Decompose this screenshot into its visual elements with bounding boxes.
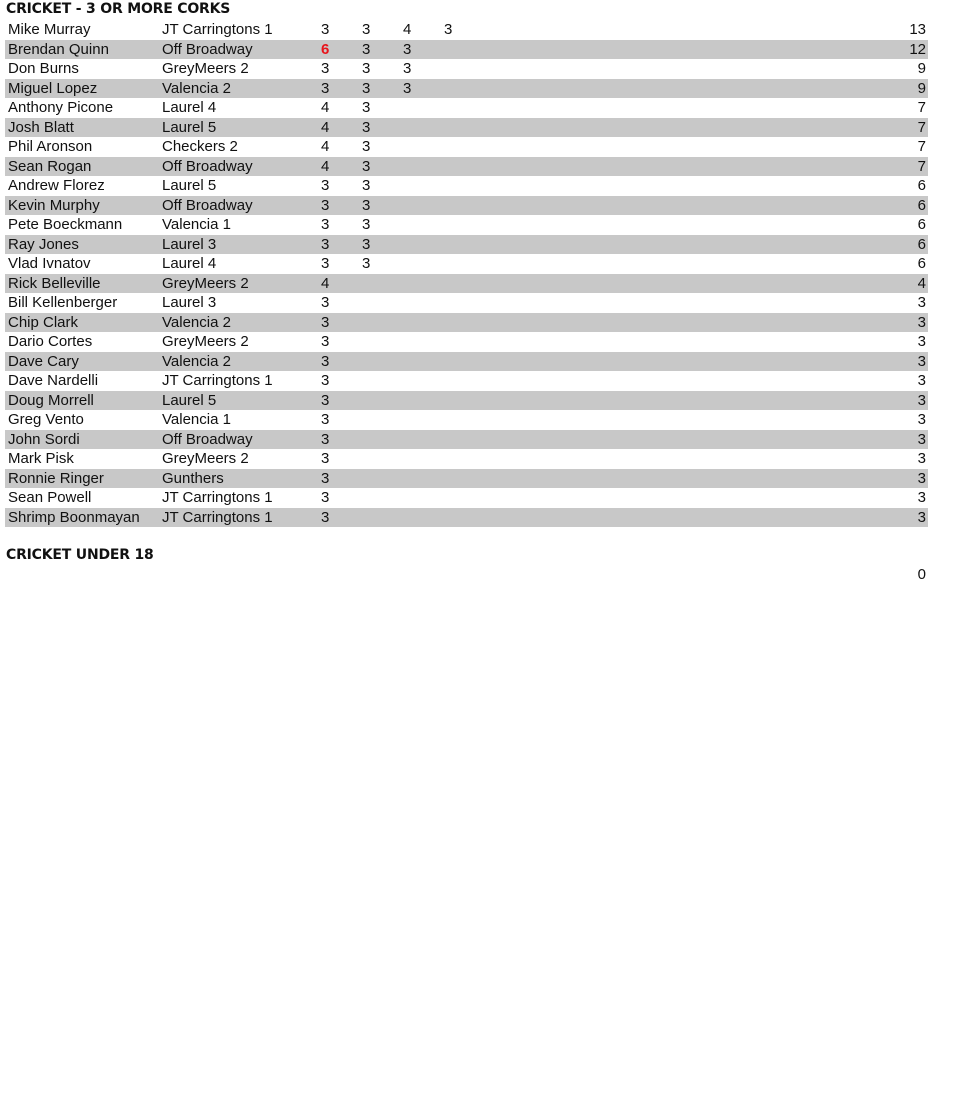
score-cell: 3 bbox=[362, 21, 371, 38]
score-cell: 3 bbox=[362, 177, 371, 194]
team-name: JT Carringtons 1 bbox=[162, 21, 273, 38]
player-name: Ronnie Ringer bbox=[8, 469, 104, 487]
score-cell: 3 bbox=[321, 391, 330, 409]
score-cell: 4 bbox=[321, 118, 330, 136]
score-cell: 3 bbox=[321, 411, 330, 428]
score-cell: 4 bbox=[403, 21, 412, 38]
score-cell: 3 bbox=[321, 21, 330, 38]
score-cell: 3 bbox=[362, 118, 371, 136]
table-row bbox=[5, 59, 928, 79]
table-row bbox=[5, 391, 928, 411]
team-name: Checkers 2 bbox=[162, 138, 238, 155]
team-name: Laurel 4 bbox=[162, 255, 217, 272]
total-cell: 7 bbox=[917, 118, 926, 136]
section-title-cricket-under-18: CRICKET UNDER 18 bbox=[6, 547, 154, 563]
table-row bbox=[5, 157, 928, 177]
score-cell: 3 bbox=[321, 333, 330, 350]
score-cell: 4 bbox=[321, 157, 330, 175]
score-cell: 3 bbox=[321, 489, 330, 506]
table-row bbox=[5, 79, 928, 99]
table-row bbox=[5, 410, 928, 430]
player-name: Andrew Florez bbox=[8, 177, 105, 194]
total-cell: 6 bbox=[917, 196, 926, 214]
player-name: Pete Boeckmann bbox=[8, 216, 123, 233]
score-cell: 3 bbox=[403, 79, 412, 97]
team-name: Off Broadway bbox=[162, 157, 253, 175]
score-cell: 3 bbox=[362, 235, 371, 253]
score-cell: 3 bbox=[321, 450, 330, 467]
team-name: Gunthers bbox=[162, 469, 224, 487]
score-cell: 3 bbox=[362, 138, 371, 155]
team-name: JT Carringtons 1 bbox=[162, 372, 273, 389]
player-name: Mike Murray bbox=[8, 21, 91, 38]
team-name: Valencia 2 bbox=[162, 352, 231, 370]
table-row bbox=[5, 215, 928, 235]
score-cell: 3 bbox=[321, 177, 330, 194]
team-name: Valencia 1 bbox=[162, 216, 231, 233]
player-name: Rick Belleville bbox=[8, 274, 101, 292]
total-cell: 6 bbox=[917, 255, 926, 272]
score-cell: 3 bbox=[362, 99, 371, 116]
team-name: JT Carringtons 1 bbox=[162, 508, 273, 526]
team-name: Off Broadway bbox=[162, 430, 253, 448]
score-cell: 3 bbox=[321, 313, 330, 331]
table-row bbox=[5, 508, 928, 528]
total-cell: 3 bbox=[917, 508, 926, 526]
team-name: Off Broadway bbox=[162, 40, 253, 58]
player-name: Sean Rogan bbox=[8, 157, 92, 175]
score-cell: 3 bbox=[403, 60, 412, 77]
player-name: Greg Vento bbox=[8, 411, 84, 428]
team-name: GreyMeers 2 bbox=[162, 60, 249, 77]
total-cell: 3 bbox=[917, 294, 926, 311]
table-row bbox=[5, 371, 928, 391]
total-cell: 9 bbox=[917, 60, 926, 77]
total-cell: 3 bbox=[917, 489, 926, 506]
player-name: Mark Pisk bbox=[8, 450, 74, 467]
score-cell: 3 bbox=[321, 372, 330, 389]
team-name: Valencia 2 bbox=[162, 313, 231, 331]
team-name: Laurel 5 bbox=[162, 177, 217, 194]
team-name: JT Carringtons 1 bbox=[162, 489, 273, 506]
total-cell: 3 bbox=[917, 333, 926, 350]
table-row bbox=[5, 274, 928, 294]
total-cell: 4 bbox=[917, 274, 926, 292]
player-name: Kevin Murphy bbox=[8, 196, 100, 214]
total-cell: 6 bbox=[917, 177, 926, 194]
table-row bbox=[5, 352, 928, 372]
table-row bbox=[5, 40, 928, 60]
total-cell: 3 bbox=[917, 313, 926, 331]
team-name: Off Broadway bbox=[162, 196, 253, 214]
score-cell: 3 bbox=[362, 60, 371, 77]
score-cell: 4 bbox=[321, 138, 330, 155]
player-name: Dario Cortes bbox=[8, 333, 93, 350]
player-name: John Sordi bbox=[8, 430, 80, 448]
team-name: Valencia 1 bbox=[162, 411, 231, 428]
total-cell: 3 bbox=[917, 430, 926, 448]
team-name: Laurel 3 bbox=[162, 294, 217, 311]
total-cell: 7 bbox=[917, 138, 926, 155]
score-cell: 3 bbox=[362, 216, 371, 233]
total-cell: 3 bbox=[917, 352, 926, 370]
team-name: GreyMeers 2 bbox=[162, 274, 249, 292]
table-row bbox=[5, 176, 928, 196]
total-cell: 3 bbox=[917, 469, 926, 487]
player-name: Bill Kellenberger bbox=[8, 294, 118, 311]
score-cell: 4 bbox=[321, 274, 330, 292]
total-cell: 3 bbox=[917, 391, 926, 409]
player-name: Dave Nardelli bbox=[8, 372, 99, 389]
player-name: Don Burns bbox=[8, 60, 79, 77]
score-cell: 3 bbox=[321, 60, 330, 77]
score-cell: 3 bbox=[321, 79, 330, 97]
player-name: Phil Aronson bbox=[8, 138, 93, 155]
player-name: Brendan Quinn bbox=[8, 40, 109, 58]
player-name: Vlad Ivnatov bbox=[8, 255, 91, 272]
score-cell: 4 bbox=[321, 99, 330, 116]
score-cell: 3 bbox=[362, 255, 371, 272]
total-cell: 7 bbox=[917, 99, 926, 116]
table-row bbox=[5, 469, 928, 489]
score-cell: 3 bbox=[321, 255, 330, 272]
total-cell: 3 bbox=[917, 372, 926, 389]
table-row bbox=[5, 332, 928, 352]
table-row bbox=[5, 293, 928, 313]
player-name: Ray Jones bbox=[8, 235, 79, 253]
score-cell: 3 bbox=[321, 430, 330, 448]
table-row bbox=[5, 118, 928, 138]
table-row bbox=[5, 488, 928, 508]
team-name: Laurel 4 bbox=[162, 99, 217, 116]
score-cell: 3 bbox=[321, 469, 330, 487]
score-cell: 3 bbox=[444, 21, 453, 38]
score-cell: 3 bbox=[321, 216, 330, 233]
player-name: Josh Blatt bbox=[8, 118, 74, 136]
score-cell: 3 bbox=[321, 508, 330, 526]
table-row bbox=[5, 137, 928, 157]
table-row bbox=[5, 235, 928, 255]
player-name: Doug Morrell bbox=[8, 391, 94, 409]
score-cell: 3 bbox=[321, 196, 330, 214]
table-row bbox=[5, 449, 928, 469]
table-row bbox=[5, 313, 928, 333]
table-row bbox=[5, 430, 928, 450]
team-name: Valencia 2 bbox=[162, 79, 231, 97]
table-row bbox=[5, 20, 928, 40]
total-cell: 6 bbox=[917, 235, 926, 253]
team-name: Laurel 5 bbox=[162, 118, 217, 136]
score-cell: 3 bbox=[362, 40, 371, 58]
player-name: Shrimp Boonmayan bbox=[8, 508, 140, 526]
player-name: Chip Clark bbox=[8, 313, 79, 331]
score-cell: 3 bbox=[321, 352, 330, 370]
player-name: Anthony Picone bbox=[8, 99, 114, 116]
cricket-corks-table bbox=[5, 20, 928, 527]
score-cell: 3 bbox=[362, 79, 371, 97]
team-name: Laurel 3 bbox=[162, 235, 217, 253]
team-name: GreyMeers 2 bbox=[162, 333, 249, 350]
section-title-cricket-corks: CRICKET - 3 OR MORE CORKS bbox=[6, 1, 231, 17]
player-name: Miguel Lopez bbox=[8, 79, 98, 97]
total-cell: 3 bbox=[917, 450, 926, 467]
under-18-total: 0 bbox=[917, 566, 926, 583]
total-cell: 3 bbox=[917, 411, 926, 428]
player-name: Dave Cary bbox=[8, 352, 79, 370]
total-cell: 12 bbox=[909, 40, 926, 58]
total-cell: 6 bbox=[917, 216, 926, 233]
score-cell: 6 bbox=[321, 40, 330, 58]
team-name: Laurel 5 bbox=[162, 391, 217, 409]
total-cell: 9 bbox=[917, 79, 926, 97]
score-cell: 3 bbox=[362, 196, 371, 214]
table-row bbox=[5, 98, 928, 118]
table-row bbox=[5, 196, 928, 216]
total-cell: 7 bbox=[917, 157, 926, 175]
team-name: GreyMeers 2 bbox=[162, 450, 249, 467]
score-cell: 3 bbox=[321, 235, 330, 253]
table-row bbox=[5, 254, 928, 274]
score-cell: 3 bbox=[403, 40, 412, 58]
score-cell: 3 bbox=[362, 157, 371, 175]
score-cell: 3 bbox=[321, 294, 330, 311]
player-name: Sean Powell bbox=[8, 489, 92, 506]
total-cell: 13 bbox=[909, 21, 926, 38]
